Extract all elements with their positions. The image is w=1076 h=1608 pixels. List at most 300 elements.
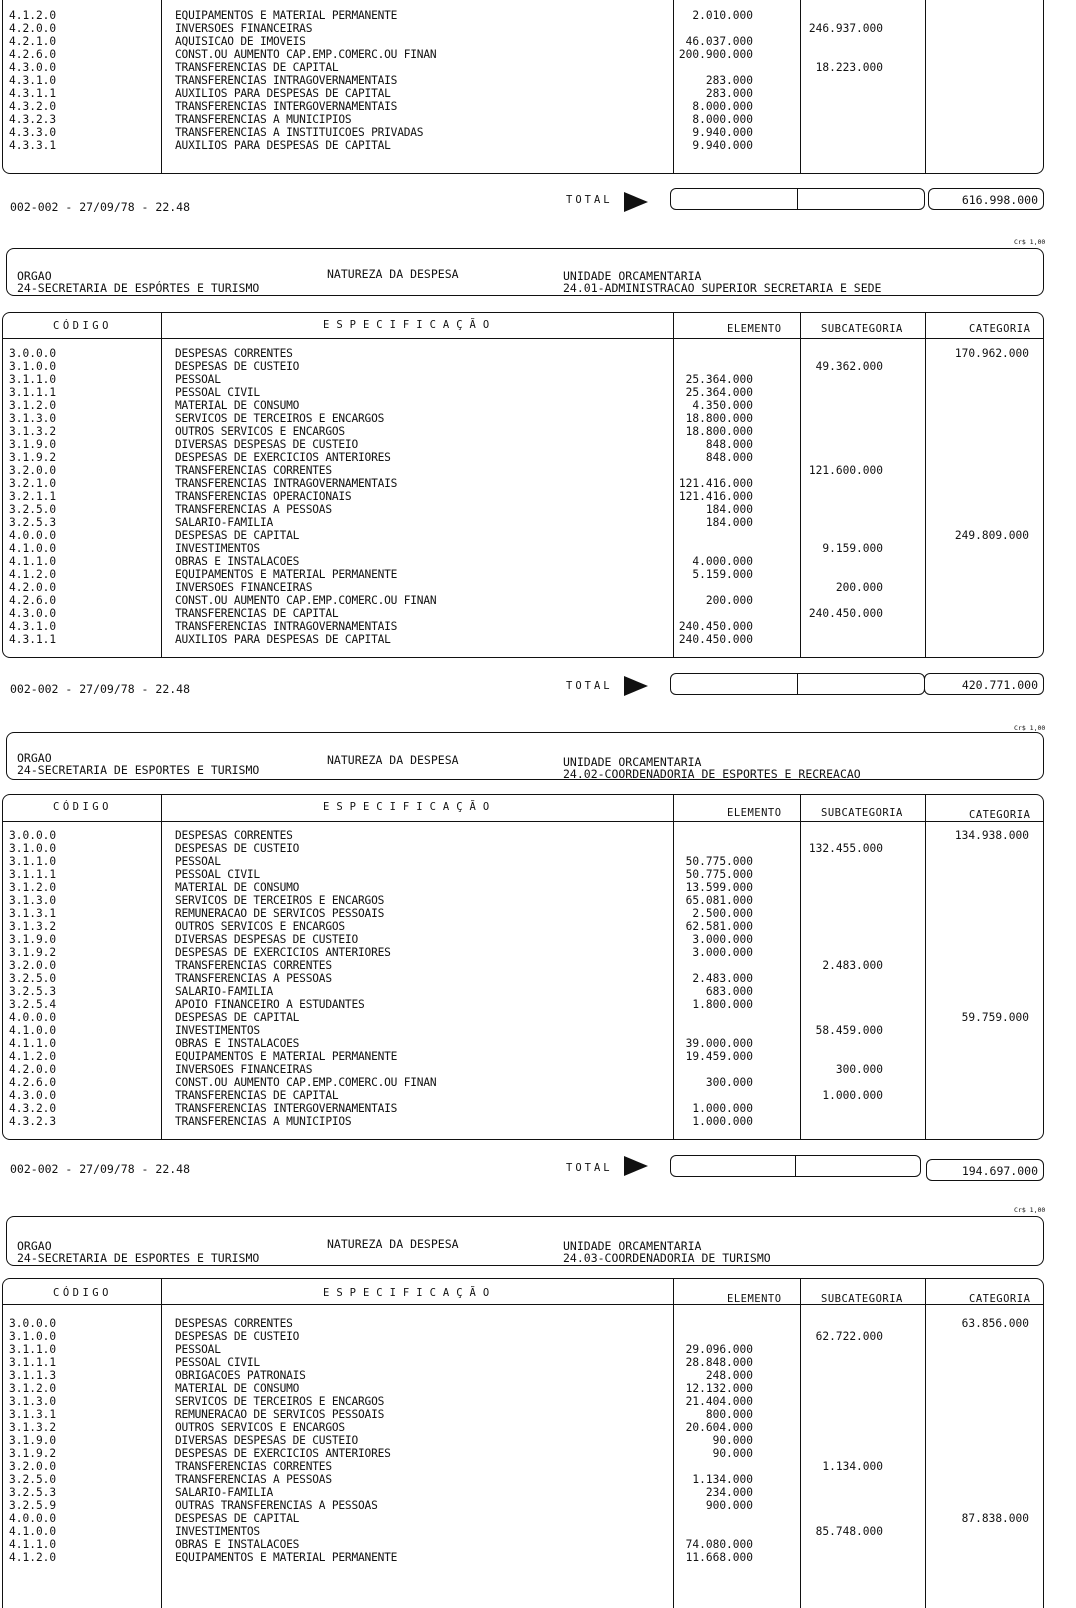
row-subcategoria: 246.937.000 [808, 22, 883, 35]
row-specification: REMUNERACAO DE SERVICOS PESSOAIS [175, 907, 385, 920]
row-code: 3.1.9.2 [9, 1447, 57, 1460]
row-elemento: 184.000 [705, 503, 753, 516]
row-categoria: 170.962.000 [954, 347, 1029, 360]
row-specification: AQUISICAO DE IMOVEIS [175, 35, 306, 48]
table-row [3, 1343, 1043, 1356]
row-specification: PESSOAL [175, 855, 221, 868]
row-elemento: 848.000 [705, 451, 753, 464]
table-row [3, 113, 1043, 126]
row-specification: OBRAS E INSTALACOES [175, 555, 300, 568]
table-row [3, 1512, 1043, 1525]
row-specification: TRANSFERENCIAS INTRAGOVERNAMENTAIS [175, 74, 398, 87]
row-code: 3.2.5.0 [9, 503, 57, 516]
row-specification: OBRAS E INSTALACOES [175, 1037, 300, 1050]
row-code: 4.3.0.0 [9, 607, 57, 620]
especificacao-header: ESPECIFICAÇÃO [323, 801, 497, 813]
table-row [3, 100, 1043, 113]
row-subcategoria: 1.000.000 [822, 1089, 883, 1102]
table-row [3, 829, 1043, 842]
row-elemento: 13.599.000 [685, 881, 753, 894]
row-specification: CONST.OU AUMENTO CAP.EMP.COMERC.OU FINAN [175, 1076, 437, 1089]
currency-unit: Cr$ 1,00 [1014, 1206, 1046, 1214]
table-row [3, 22, 1043, 35]
total-label: TOTAL [566, 1162, 613, 1174]
row-elemento: 2.500.000 [692, 907, 753, 920]
row-code: 3.1.3.2 [9, 1421, 57, 1434]
row-specification: SERVICOS DE TERCEIROS E ENCARGOS [175, 894, 385, 907]
row-specification: OBRIGACOES PATRONAIS [175, 1369, 306, 1382]
row-categoria: 87.838.000 [961, 1512, 1029, 1525]
table-row [3, 946, 1043, 959]
row-elemento: 25.364.000 [685, 373, 753, 386]
row-specification: EQUIPAMENTOS E MATERIAL PERMANENTE [175, 1551, 398, 1564]
subcategoria-header: SUBCATEGORIA [821, 807, 903, 819]
row-categoria: 134.938.000 [954, 829, 1029, 842]
row-elemento: 90.000 [712, 1434, 753, 1447]
row-code: 3.2.0.0 [9, 464, 57, 477]
row-specification: TRANSFERENCIAS CORRENTES [175, 959, 332, 972]
row-specification: TRANSFERENCIAS A INSTITUICOES PRIVADAS [175, 126, 424, 139]
row-specification: SALARIO-FAMILIA [175, 516, 274, 529]
row-subcategoria: 132.455.000 [808, 842, 883, 855]
categoria-header: CATEGORIA [969, 323, 1031, 335]
row-specification: PESSOAL CIVIL [175, 386, 260, 399]
row-specification: DESPESAS DE EXERCICIOS ANTERIORES [175, 451, 391, 464]
orgao-name: 24-SECRETARIA DE ESPORTES E TURISMO [17, 1251, 260, 1265]
row-specification: INVESTIMENTOS [175, 542, 260, 555]
row-elemento: 683.000 [705, 985, 753, 998]
row-subcategoria: 58.459.000 [815, 1024, 883, 1037]
table-row [3, 1024, 1043, 1037]
row-code: 4.1.0.0 [9, 1024, 57, 1037]
categoria-header: CATEGORIA [969, 1293, 1031, 1305]
total-box-subcategoria [670, 188, 925, 210]
row-specification: DIVERSAS DESPESAS DE CUSTEIO [175, 438, 358, 451]
row-elemento: 25.364.000 [685, 386, 753, 399]
row-code: 3.1.3.2 [9, 920, 57, 933]
table-row [3, 61, 1043, 74]
table-row [3, 555, 1043, 568]
table-row [3, 1011, 1043, 1024]
row-specification: REMUNERACAO DE SERVICOS PESSOAIS [175, 1408, 385, 1421]
orgao-label: ORGAO [17, 269, 52, 283]
row-subcategoria: 1.134.000 [822, 1460, 883, 1473]
row-code: 3.1.3.0 [9, 894, 57, 907]
row-code: 4.3.3.0 [9, 126, 57, 139]
unidade-name: 24.03-COORDENADORIA DE TURISMO [563, 1251, 771, 1265]
row-elemento: 1.000.000 [692, 1102, 753, 1115]
unidade-name: 24.02-COORDENADORIA DE ESPORTES E RECREACAO [563, 767, 861, 781]
row-specification: DESPESAS DE CUSTEIO [175, 360, 300, 373]
row-specification: TRANSFERENCIAS INTERGOVERNAMENTAIS [175, 1102, 398, 1115]
row-code: 3.1.0.0 [9, 360, 57, 373]
row-code: 3.1.1.1 [9, 386, 57, 399]
budget-table [2, 312, 1044, 658]
subcategoria-header: SUBCATEGORIA [821, 1293, 903, 1305]
natureza-label: NATUREZA DA DESPESA [327, 753, 459, 767]
row-elemento: 234.000 [705, 1486, 753, 1499]
row-categoria: 249.809.000 [954, 529, 1029, 542]
unidade-name: 24.01-ADMINISTRACAO SUPERIOR SECRETARIA E SEDE [563, 281, 882, 295]
row-elemento: 5.159.000 [692, 568, 753, 581]
table-row [3, 868, 1043, 881]
row-specification: INVESTIMENTOS [175, 1525, 260, 1538]
row-code: 4.3.2.0 [9, 100, 57, 113]
table-row [3, 74, 1043, 87]
table-row [3, 1460, 1043, 1473]
orgao-label: ORGAO [17, 1239, 52, 1253]
header-info-box [6, 732, 1044, 780]
row-code: 3.1.1.1 [9, 868, 57, 881]
table-row [3, 529, 1043, 542]
row-specification: TRANSFERENCIAS OPERACIONAIS [175, 490, 352, 503]
table-row [3, 35, 1043, 48]
natureza-label: NATUREZA DA DESPESA [327, 267, 459, 281]
table-row [3, 620, 1043, 633]
row-code: 4.2.0.0 [9, 1063, 57, 1076]
row-specification: OUTROS SERVICOS E ENCARGOS [175, 1421, 345, 1434]
table-row [3, 894, 1043, 907]
row-specification: AUXILIOS PARA DESPESAS DE CAPITAL [175, 633, 391, 646]
row-elemento: 46.037.000 [685, 35, 753, 48]
row-elemento: 9.940.000 [692, 139, 753, 152]
table-row [3, 842, 1043, 855]
row-code: 4.2.0.0 [9, 581, 57, 594]
row-elemento: 65.081.000 [685, 894, 753, 907]
row-code: 4.2.0.0 [9, 22, 57, 35]
row-specification: TRANSFERENCIAS A MUNICIPIOS [175, 113, 352, 126]
row-code: 4.2.6.0 [9, 594, 57, 607]
row-code: 3.1.3.0 [9, 412, 57, 425]
row-specification: INVERSOES FINANCEIRAS [175, 581, 313, 594]
unidade-label: UNIDADE ORCAMENTARIA [563, 1239, 702, 1253]
row-code: 3.1.1.0 [9, 1343, 57, 1356]
row-specification: TRANSFERENCIAS A PESSOAS [175, 1473, 332, 1486]
row-specification: PESSOAL CIVIL [175, 1356, 260, 1369]
row-specification: PESSOAL [175, 1343, 221, 1356]
table-row [3, 1486, 1043, 1499]
row-code: 3.2.5.0 [9, 972, 57, 985]
table-row [3, 1434, 1043, 1447]
row-code: 4.1.2.0 [9, 568, 57, 581]
print-timestamp: 002-002 - 27/09/78 - 22.48 [10, 200, 191, 214]
row-specification: TRANSFERENCIAS A MUNICIPIOS [175, 1115, 352, 1128]
row-elemento: 1.134.000 [692, 1473, 753, 1486]
row-elemento: 3.000.000 [692, 933, 753, 946]
row-subcategoria: 18.223.000 [815, 61, 883, 74]
total-box-subcategoria [670, 1155, 921, 1177]
table-row [3, 1538, 1043, 1551]
row-specification: EQUIPAMENTOS E MATERIAL PERMANENTE [175, 568, 398, 581]
row-code: 4.2.6.0 [9, 48, 57, 61]
row-code: 4.1.2.0 [9, 1551, 57, 1564]
currency-unit: Cr$ 1,00 [1014, 724, 1046, 732]
row-elemento: 21.404.000 [685, 1395, 753, 1408]
total-value: 616.998.000 [961, 193, 1038, 207]
row-code: 3.2.1.1 [9, 490, 57, 503]
row-specification: TRANSFERENCIAS INTERGOVERNAMENTAIS [175, 100, 398, 113]
row-code: 3.1.1.3 [9, 1369, 57, 1382]
row-elemento: 200.000 [705, 594, 753, 607]
row-code: 4.2.6.0 [9, 1076, 57, 1089]
codigo-header: CÓDIGO [53, 801, 112, 813]
row-code: 3.1.3.1 [9, 1408, 57, 1421]
row-code: 3.1.1.0 [9, 373, 57, 386]
row-elemento: 184.000 [705, 516, 753, 529]
row-code: 4.1.1.0 [9, 1538, 57, 1551]
table-row [3, 1369, 1043, 1382]
row-subcategoria: 49.362.000 [815, 360, 883, 373]
row-specification: OUTRAS TRANSFERENCIAS A PESSOAS [175, 1499, 378, 1512]
row-code: 3.2.5.3 [9, 516, 57, 529]
row-elemento: 18.800.000 [685, 412, 753, 425]
row-specification: SALARIO-FAMILIA [175, 985, 274, 998]
row-code: 4.3.3.1 [9, 139, 57, 152]
row-code: 3.0.0.0 [9, 347, 57, 360]
row-specification: DESPESAS CORRENTES [175, 1317, 293, 1330]
row-specification: DIVERSAS DESPESAS DE CUSTEIO [175, 1434, 358, 1447]
arrow-right-icon [624, 1156, 648, 1176]
table-row [3, 985, 1043, 998]
row-code: 4.3.1.1 [9, 87, 57, 100]
row-subcategoria: 85.748.000 [815, 1525, 883, 1538]
row-code: 3.2.1.0 [9, 477, 57, 490]
row-code: 3.2.5.9 [9, 1499, 57, 1512]
currency-unit: Cr$ 1,00 [1014, 238, 1046, 246]
row-specification: AUXILIOS PARA DESPESAS DE CAPITAL [175, 87, 391, 100]
table-row [3, 1330, 1043, 1343]
row-specification: SALARIO-FAMILIA [175, 1486, 274, 1499]
row-elemento: 240.450.000 [678, 633, 753, 646]
total-value: 194.697.000 [961, 1164, 1038, 1178]
table-row [3, 998, 1043, 1011]
row-code: 3.1.1.0 [9, 855, 57, 868]
row-code: 4.3.0.0 [9, 61, 57, 74]
table-row [3, 412, 1043, 425]
table-rows [3, 9, 1043, 152]
row-elemento: 9.940.000 [692, 126, 753, 139]
table-row [3, 464, 1043, 477]
budget-table [2, 794, 1044, 1140]
row-subcategoria: 62.722.000 [815, 1330, 883, 1343]
table-row [3, 399, 1043, 412]
row-elemento: 39.000.000 [685, 1037, 753, 1050]
row-code: 3.1.2.0 [9, 1382, 57, 1395]
row-elemento: 248.000 [705, 1369, 753, 1382]
elemento-header: ELEMENTO [727, 323, 782, 335]
row-specification: DESPESAS DE CAPITAL [175, 1011, 300, 1024]
table-row [3, 933, 1043, 946]
row-code: 4.3.0.0 [9, 1089, 57, 1102]
table-row [3, 920, 1043, 933]
row-code: 3.1.2.0 [9, 399, 57, 412]
table-row [3, 1551, 1043, 1564]
arrow-right-icon [624, 676, 648, 696]
row-specification: TRANSFERENCIAS CORRENTES [175, 1460, 332, 1473]
codigo-header: CÓDIGO [53, 320, 112, 332]
table-row [3, 972, 1043, 985]
table-row [3, 139, 1043, 152]
row-specification: TRANSFERENCIAS DE CAPITAL [175, 1089, 339, 1102]
row-code: 3.1.2.0 [9, 881, 57, 894]
row-subcategoria: 240.450.000 [808, 607, 883, 620]
table-row [3, 881, 1043, 894]
row-subcategoria: 121.600.000 [808, 464, 883, 477]
row-elemento: 300.000 [705, 1076, 753, 1089]
row-specification: MATERIAL DE CONSUMO [175, 399, 300, 412]
table-row [3, 386, 1043, 399]
unidade-label: UNIDADE ORCAMENTARIA [563, 755, 702, 769]
row-code: 4.3.2.3 [9, 113, 57, 126]
orgao-name: 24-SECRETARIA DE ESPÓRTES E TURISMO [17, 281, 260, 295]
row-elemento: 121.416.000 [678, 490, 753, 503]
row-specification: DESPESAS DE EXERCICIOS ANTERIORES [175, 1447, 391, 1460]
row-code: 3.2.5.0 [9, 1473, 57, 1486]
table-row [3, 360, 1043, 373]
row-code: 4.1.1.0 [9, 1037, 57, 1050]
row-elemento: 8.000.000 [692, 100, 753, 113]
orgao-label: ORGAO [17, 751, 52, 765]
row-elemento: 62.581.000 [685, 920, 753, 933]
row-specification: TRANSFERENCIAS DE CAPITAL [175, 607, 339, 620]
row-code: 3.2.5.3 [9, 1486, 57, 1499]
row-categoria: 59.759.000 [961, 1011, 1029, 1024]
table-rows [3, 1317, 1043, 1564]
row-specification: MATERIAL DE CONSUMO [175, 1382, 300, 1395]
header-info-box [6, 248, 1044, 296]
row-subcategoria: 2.483.000 [822, 959, 883, 972]
row-code: 4.0.0.0 [9, 1512, 57, 1525]
row-elemento: 2.010.000 [692, 9, 753, 22]
total-label: TOTAL [566, 680, 613, 692]
row-specification: DESPESAS DE CUSTEIO [175, 842, 300, 855]
row-elemento: 240.450.000 [678, 620, 753, 633]
row-code: 3.1.0.0 [9, 842, 57, 855]
table-row [3, 425, 1043, 438]
row-elemento: 18.800.000 [685, 425, 753, 438]
row-specification: AUXILIOS PARA DESPESAS DE CAPITAL [175, 139, 391, 152]
total-label: TOTAL [566, 194, 613, 206]
total-value: 420.771.000 [961, 678, 1038, 692]
row-specification: INVERSOES FINANCEIRAS [175, 22, 313, 35]
row-code: 4.3.2.0 [9, 1102, 57, 1115]
row-code: 3.1.9.2 [9, 451, 57, 464]
table-row [3, 633, 1043, 646]
subcategoria-header: SUBCATEGORIA [821, 323, 903, 335]
row-specification: PESSOAL CIVIL [175, 868, 260, 881]
table-row [3, 581, 1043, 594]
table-row [3, 1063, 1043, 1076]
row-specification: APOIO FINANCEIRO A ESTUDANTES [175, 998, 365, 1011]
row-subcategoria: 300.000 [835, 1063, 883, 1076]
row-elemento: 28.848.000 [685, 1356, 753, 1369]
row-code: 3.1.9.0 [9, 933, 57, 946]
row-code: 4.3.1.0 [9, 74, 57, 87]
budget-table-continuation [2, 0, 1044, 174]
row-specification: OUTROS SERVICOS E ENCARGOS [175, 920, 345, 933]
row-elemento: 19.459.000 [685, 1050, 753, 1063]
table-rows [3, 829, 1043, 1128]
row-code: 4.1.0.0 [9, 1525, 57, 1538]
table-row [3, 1421, 1043, 1434]
row-elemento: 283.000 [705, 87, 753, 100]
print-timestamp: 002-002 - 27/09/78 - 22.48 [10, 682, 191, 696]
row-specification: INVERSOES FINANCEIRAS [175, 1063, 313, 1076]
table-row [3, 48, 1043, 61]
table-row [3, 126, 1043, 139]
row-elemento: 29.096.000 [685, 1343, 753, 1356]
row-code: 3.1.9.0 [9, 438, 57, 451]
row-code: 3.2.5.3 [9, 985, 57, 998]
row-specification: SERVICOS DE TERCEIROS E ENCARGOS [175, 412, 385, 425]
row-elemento: 3.000.000 [692, 946, 753, 959]
row-code: 3.0.0.0 [9, 1317, 57, 1330]
categoria-header: CATEGORIA [969, 809, 1031, 821]
orgao-name: 24-SECRETARIA DE ESPORTES E TURISMO [17, 763, 260, 777]
row-subcategoria: 200.000 [835, 581, 883, 594]
row-elemento: 800.000 [705, 1408, 753, 1421]
row-specification: DESPESAS CORRENTES [175, 829, 293, 842]
table-row [3, 1473, 1043, 1486]
table-row [3, 451, 1043, 464]
header-info-box [6, 1216, 1044, 1266]
table-row [3, 477, 1043, 490]
row-specification: EQUIPAMENTOS E MATERIAL PERMANENTE [175, 9, 398, 22]
row-specification: TRANSFERENCIAS CORRENTES [175, 464, 332, 477]
table-row [3, 1525, 1043, 1538]
row-specification: DESPESAS CORRENTES [175, 347, 293, 360]
table-row [3, 1089, 1043, 1102]
row-code: 4.1.2.0 [9, 9, 57, 22]
table-row [3, 1317, 1043, 1330]
row-elemento: 200.900.000 [678, 48, 753, 61]
row-specification: TRANSFERENCIAS A PESSOAS [175, 972, 332, 985]
table-row [3, 607, 1043, 620]
row-elemento: 8.000.000 [692, 113, 753, 126]
row-elemento: 20.604.000 [685, 1421, 753, 1434]
codigo-header: CÓDIGO [53, 1287, 112, 1299]
row-elemento: 4.000.000 [692, 555, 753, 568]
table-row [3, 594, 1043, 607]
row-specification: SERVICOS DE TERCEIROS E ENCARGOS [175, 1395, 385, 1408]
elemento-header: ELEMENTO [727, 807, 782, 819]
row-elemento: 4.350.000 [692, 399, 753, 412]
row-code: 4.0.0.0 [9, 1011, 57, 1024]
row-subcategoria: 9.159.000 [822, 542, 883, 555]
row-specification: DESPESAS DE CAPITAL [175, 1512, 300, 1525]
table-row [3, 1382, 1043, 1395]
table-row [3, 542, 1043, 555]
row-specification: DIVERSAS DESPESAS DE CUSTEIO [175, 933, 358, 946]
arrow-right-icon [624, 192, 648, 212]
table-row [3, 907, 1043, 920]
row-code: 3.2.5.4 [9, 998, 57, 1011]
row-code: 4.3.1.0 [9, 620, 57, 633]
row-specification: TRANSFERENCIAS DE CAPITAL [175, 61, 339, 74]
row-code: 4.1.1.0 [9, 555, 57, 568]
row-elemento: 11.668.000 [685, 1551, 753, 1564]
row-elemento: 2.483.000 [692, 972, 753, 985]
table-row [3, 1102, 1043, 1115]
row-code: 3.2.0.0 [9, 1460, 57, 1473]
row-specification: TRANSFERENCIAS A PESSOAS [175, 503, 332, 516]
row-code: 3.0.0.0 [9, 829, 57, 842]
row-code: 3.1.9.0 [9, 1434, 57, 1447]
row-specification: DESPESAS DE CUSTEIO [175, 1330, 300, 1343]
table-row [3, 347, 1043, 360]
table-row [3, 9, 1043, 22]
table-row [3, 1408, 1043, 1421]
